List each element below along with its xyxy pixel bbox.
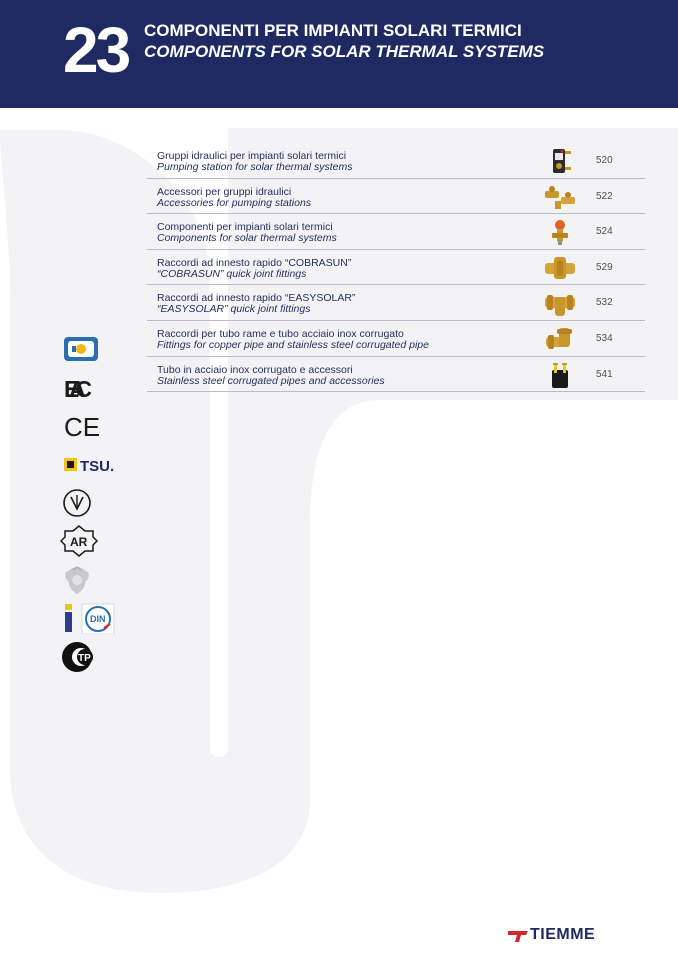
din-certco-icon — [60, 602, 120, 634]
chapter-number: 23 — [63, 14, 129, 86]
toc-page-number: 532 — [596, 297, 613, 309]
toc-page-number: 529 — [596, 261, 613, 273]
brass-tee-icon — [543, 289, 577, 317]
corrugated-pipe-icon — [543, 361, 577, 389]
toc-title-it: Accessori per gruppi idraulici — [157, 185, 292, 198]
table-of-contents — [147, 143, 645, 392]
din-label: DIN — [90, 614, 106, 624]
ukraine-mark-icon — [60, 487, 120, 519]
ce-icon — [60, 410, 120, 442]
toc-title-en: Fittings for copper pipe and stainless steel corrugated pipe — [157, 338, 429, 351]
toc-page-number: 520 — [596, 155, 613, 166]
tsu-icon — [60, 450, 120, 482]
toc-title-en: Accessories for pumping stations — [157, 196, 312, 209]
ce-label: CE — [64, 412, 101, 442]
toc-title-it: Raccordi ad innesto rapido “EASYSOLAR” — [157, 292, 356, 305]
toc-title-en: “COBRASUN” quick joint fittings — [157, 267, 307, 280]
russia-emblem-icon — [60, 564, 120, 596]
toc-title-it: Raccordi ad innesto rapido “COBRASUN” — [157, 256, 352, 269]
toc-title-it: Tubo in acciaio inox corrugato e accessori — [157, 363, 353, 376]
eac-label: EAC — [64, 376, 92, 402]
ar-mark-icon — [60, 525, 120, 557]
toc-title-it: Gruppi idraulici per impianti solari termici — [157, 150, 347, 162]
toc-row[interactable] — [147, 179, 645, 215]
toc-page-number: 524 — [596, 226, 613, 238]
gost-r-icon — [60, 641, 120, 673]
toc-row[interactable] — [147, 250, 645, 286]
solar-keymark-icon — [60, 334, 120, 366]
pumping-station-icon — [543, 147, 577, 175]
toc-page-number: 522 — [596, 190, 613, 202]
toc-page-number: 534 — [596, 332, 613, 344]
toc-row[interactable] — [147, 214, 645, 250]
toc-row[interactable] — [147, 357, 645, 393]
brass-elbow-icon — [543, 325, 577, 353]
brand-name: TIEMME — [530, 926, 596, 943]
eac-icon — [60, 372, 120, 404]
toc-title-it: Componenti per impianti solari termici — [157, 221, 333, 234]
toc-title-en: Pumping station for solar thermal systems — [157, 161, 353, 173]
tiemme-mark-icon — [508, 929, 528, 943]
ar-label: AR — [70, 535, 88, 549]
toc-title-it: Raccordi per tubo rame e tubo acciaio inox corrugato — [157, 327, 404, 340]
tsu-label: TSU. — [80, 458, 115, 475]
toc-page-number: 541 — [596, 368, 613, 380]
toc-title-en: Components for solar thermal systems — [157, 232, 337, 245]
toc-title-en: Stainless steel corrugated pipes and accessories — [157, 374, 385, 387]
chapter-title-en: COMPONENTS FOR SOLAR THERMAL SYSTEMS — [144, 42, 545, 61]
solar-valve-icon — [543, 218, 577, 246]
brass-fitting-icon — [543, 254, 577, 282]
gost-label: TP — [78, 653, 91, 664]
toc-row[interactable] — [147, 321, 645, 357]
chapter-header — [0, 0, 678, 108]
toc-row[interactable] — [147, 285, 645, 321]
toc-title-en: “EASYSOLAR” quick joint fittings — [157, 303, 311, 316]
toc-row[interactable] — [147, 143, 645, 179]
brass-accessories-icon — [543, 183, 577, 211]
chapter-title-it: COMPONENTI PER IMPIANTI SOLARI TERMICI — [144, 21, 522, 40]
